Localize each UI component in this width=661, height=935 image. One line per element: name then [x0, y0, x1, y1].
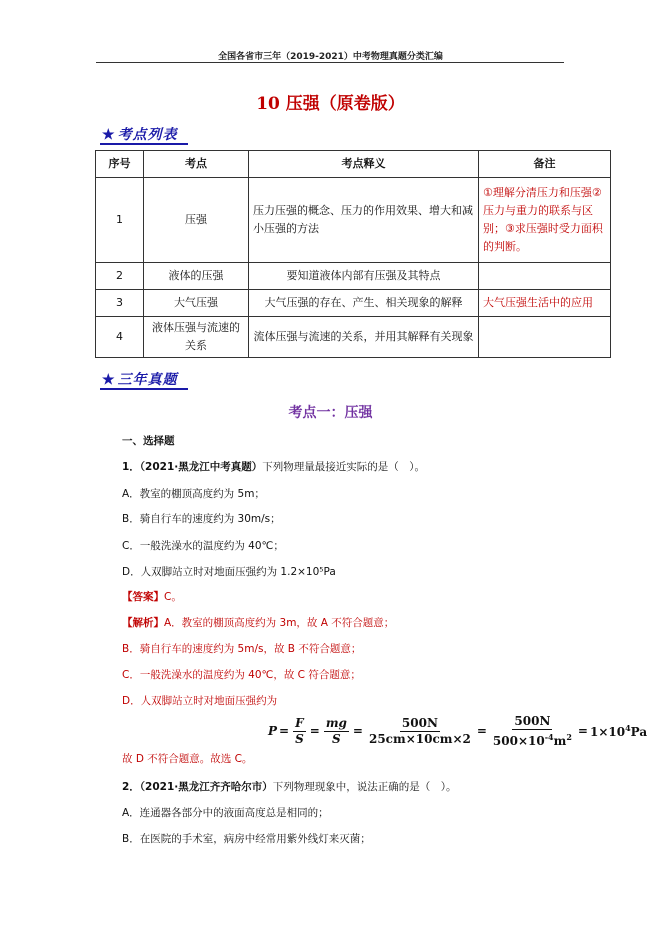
table-row	[96, 178, 611, 263]
star-icon: ★	[102, 372, 116, 388]
table-cell-remark: 大气压强生活中的应用	[479, 290, 611, 317]
question-1-stem	[122, 460, 425, 474]
table-cell-remark: ①理解分清压力和压强②压力与重力的联系与区别；③求压强时受力面积的判断。	[479, 178, 611, 263]
q1-analysis-c: C．一般洗澡水的温度约为 40℃，故 C 符合题意；	[122, 669, 361, 681]
result-base: 1×10	[589, 725, 626, 739]
q2-option-b: B．在医院的手术室，病房中经常用紫外线灯来灭菌；	[122, 833, 371, 845]
banner-underline	[100, 388, 188, 390]
q1-option-b: B．骑自行车的速度约为 30m/s；	[122, 513, 281, 525]
fraction-value-m	[491, 714, 574, 749]
fraction-mg-over-s	[324, 716, 349, 747]
formula-p: P	[268, 724, 278, 738]
analysis-text: A．教室的棚顶高度约为 3m，故 A 不符合题意；	[164, 617, 395, 629]
table-cell-remark	[479, 263, 611, 290]
q1-analysis-d: D．人双脚站立时对地面压强约为	[122, 695, 278, 707]
point-table	[95, 150, 611, 358]
q1-option-d: D．人双脚站立时对地面压强约为 1.2×10⁵Pa	[122, 566, 336, 578]
table-header-cell: 考点释义	[249, 151, 479, 178]
question-text: 下列物理现象中，说法正确的是（ ）。	[272, 781, 457, 793]
table-row	[96, 290, 611, 317]
header-rule	[96, 62, 564, 63]
section-banner-kaodian	[102, 124, 178, 144]
q1-analysis-a	[122, 616, 394, 630]
analysis-label: 【解析】	[122, 617, 164, 629]
fraction-value-cm	[367, 716, 473, 747]
fraction-denominator: S	[332, 731, 341, 746]
q1-analysis-b: B．骑自行车的速度约为 5m/s，故 B 不符合题意；	[122, 643, 362, 655]
q1-option-c: C．一般洗澡水的温度约为 40℃；	[122, 540, 284, 552]
table-cell-num: 3	[96, 290, 144, 317]
q2-option-a: A．连通器各部分中的液面高度总是相同的；	[122, 807, 329, 819]
table-cell-desc: 大气压强的存在、产生、相关现象的解释	[249, 290, 479, 317]
table-cell-remark	[479, 317, 611, 358]
kaodian-title: 考点一：压强	[288, 405, 373, 421]
question-source: 2．（2021·黑龙江齐齐哈尔市）	[122, 781, 273, 793]
question-section-heading: 一、选择题	[122, 435, 175, 447]
table-header-cell: 序号	[96, 151, 144, 178]
answer-value: C。	[164, 591, 182, 603]
pressure-formula: P = $\frac{F}{S}$ = $\frac{mg}{S}$ = $\frac{500N}{25cm\times 10cm\times 2}$ = $\frac{500N}{500\times 10^{-4}m^2}$ = $1\times 10^4Pa$	[268, 713, 648, 748]
table-header-row	[96, 151, 611, 178]
fraction-denominator: 25cm×10cm×2	[368, 731, 471, 746]
table-cell-num: 1	[96, 178, 144, 263]
table-header-cell: 考点	[144, 151, 249, 178]
fraction-f-over-s	[293, 716, 306, 747]
table-cell-point: 大气压强	[144, 290, 249, 317]
table-cell-point: 压强	[144, 178, 249, 263]
fraction-numerator: mg	[325, 715, 347, 730]
formula-result	[590, 723, 647, 739]
table-cell-desc: 压力压强的概念、压力的作用效果、增大和减小压强的方法	[249, 178, 479, 263]
running-header: 全国各省市三年（2019-2021）中考物理真题分类汇编	[218, 52, 443, 62]
question-2-stem	[122, 780, 457, 794]
table-cell-num: 4	[96, 317, 144, 358]
q1-conclusion: 故 D 不符合题意。故选 C。	[122, 753, 253, 765]
table-row	[96, 263, 611, 290]
star-icon: ★	[102, 127, 116, 143]
result-unit: Pa	[630, 725, 648, 739]
fraction-denominator	[491, 730, 574, 749]
fraction-denominator: S	[295, 731, 304, 746]
fraction-numerator: F	[295, 715, 304, 730]
fraction-numerator: 500N	[514, 713, 551, 728]
table-cell-num: 2	[96, 263, 144, 290]
denominator-base: 500×10	[492, 733, 545, 748]
q1-answer	[122, 590, 182, 604]
section-banner-label: 三年真题	[117, 372, 178, 388]
question-text: 下列物理量最接近实际的是（ ）。	[262, 461, 426, 473]
table-header-cell: 备注	[479, 151, 611, 178]
denominator-exponent: -4	[544, 731, 554, 742]
denominator-unit-exponent: 2	[566, 731, 572, 742]
section-banner-label: 考点列表	[117, 127, 178, 143]
section-banner-sannian	[102, 369, 178, 389]
table-cell-point: 液体的压强	[144, 263, 249, 290]
question-source: 1．（2021·黑龙江中考真题）	[122, 461, 263, 473]
fraction-numerator: 500N	[401, 715, 438, 730]
document-title: 10 压强（原卷版）	[256, 94, 405, 114]
banner-underline	[100, 143, 188, 145]
table-cell-desc: 流体压强与流速的关系，并用其解释有关现象	[249, 317, 479, 358]
table-cell-point: 液体压强与流速的关系	[144, 317, 249, 358]
table-cell-desc: 要知道液体内部有压强及其特点	[249, 263, 479, 290]
table-row	[96, 317, 611, 358]
denominator-unit: m	[553, 733, 567, 748]
q1-option-a: A．教室的棚顶高度约为 5m；	[122, 488, 265, 500]
answer-label: 【答案】	[122, 591, 164, 603]
result-exponent: 4	[625, 723, 631, 733]
